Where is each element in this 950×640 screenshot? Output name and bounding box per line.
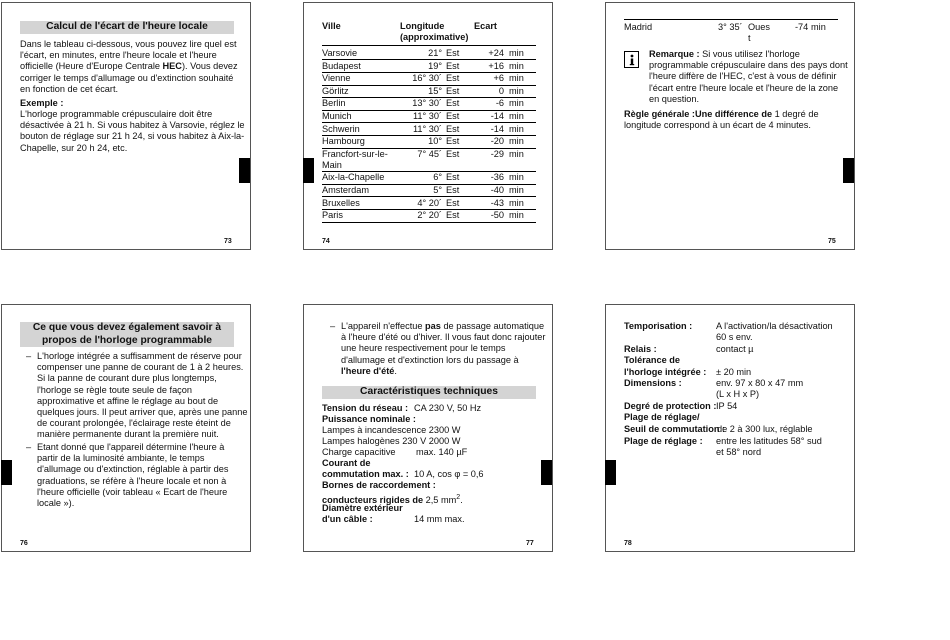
- cell-ecart: -74: [795, 22, 809, 32]
- bullet-line: une heure respectivement pour le temps: [341, 343, 506, 354]
- spec-label: Temporisation :: [624, 321, 693, 331]
- spec-row: [624, 378, 804, 400]
- cell-city: Hambourg: [322, 136, 365, 147]
- cell-city: Munich: [322, 111, 352, 121]
- cell-unit: min: [509, 98, 524, 109]
- cell-direction: Est: [446, 85, 460, 96]
- cell-city: Budapest: [322, 60, 361, 71]
- spec-value: Lampes à incandescence 2300 W: [322, 425, 461, 435]
- page-title: [20, 322, 234, 347]
- page-edge-tab: [239, 158, 250, 183]
- table-row: [322, 111, 536, 122]
- bullet-line: l'horloge se règle toute seule de façon: [37, 384, 192, 395]
- table-row: [322, 48, 536, 59]
- cell-ecart: -14: [490, 123, 504, 134]
- cell-longitude: 19°: [428, 60, 442, 71]
- title-line: propos de l'horloge programmable: [41, 334, 213, 346]
- page-number: 78: [624, 540, 632, 547]
- spec-label: Dimensions :: [624, 378, 682, 389]
- cell-direction-wrap: t: [748, 33, 751, 43]
- cell-unit: min: [509, 172, 524, 183]
- cell-longitude: 16° 30´: [412, 73, 442, 84]
- spec-label: d'un câble :: [322, 514, 373, 524]
- bullet-line: d'allumage et d'extinction lors du passage à: [341, 354, 519, 365]
- bullet-line: approximative et affine le réglage au bout de: [37, 395, 219, 406]
- page-edge-tab: [541, 460, 552, 485]
- page-number: 76: [20, 540, 28, 547]
- table-row: [322, 73, 536, 84]
- cell-unit: min: [509, 73, 524, 84]
- cell-direction: Est: [446, 48, 460, 58]
- cell-longitude: 3° 35´: [718, 22, 743, 32]
- example-line: désactivée à 21 h. Si vous habitez à Varsovie, réglez le: [20, 120, 245, 131]
- cell-ecart: 0: [498, 85, 504, 96]
- cell-city: Francfort-sur-le-: [322, 148, 388, 159]
- bullet-dash: –: [26, 351, 32, 361]
- page-edge-tab: [843, 158, 854, 183]
- bullet-line: d'allumage ou d'extinction, réglable à partir des: [37, 464, 229, 475]
- spec-value: CA 230 V, 50 Hz: [414, 403, 482, 413]
- spec-value: de 2 à 300 lux, réglable: [717, 424, 813, 434]
- bullet-text: [26, 442, 248, 509]
- rule-line: [624, 109, 852, 120]
- info-icon: [624, 51, 639, 68]
- hec-abbrev: HEC: [162, 61, 182, 72]
- bullet-line: à l'heure d'été ou d'hiver. Il vous faut donc rajouter: [341, 332, 546, 343]
- table-row: [322, 149, 536, 171]
- spec-value: et 58° nord: [716, 446, 762, 457]
- page-76: [1, 304, 251, 552]
- spec-row: [322, 447, 468, 458]
- bullet-line: manière permanente durant la première nuit.: [37, 429, 219, 440]
- cell-unit: min: [509, 85, 524, 96]
- spec-label: Tolérance de: [624, 355, 680, 366]
- cell-unit: min: [509, 123, 524, 134]
- spec-label: Degré de protection :: [624, 400, 717, 411]
- list-item: [26, 442, 248, 509]
- spec-value: .: [460, 495, 463, 506]
- spec-row: [322, 469, 484, 480]
- cell-ecart: -20: [490, 136, 504, 147]
- example-line: bouton de réglage sur 21 h 24, si vous habitez à Aix-la-: [20, 131, 245, 142]
- spec-row: [624, 424, 813, 435]
- intro-paragraph: [20, 39, 245, 95]
- cell-unit: min: [509, 210, 524, 221]
- intro-line: [20, 61, 245, 72]
- header-city: Ville: [322, 21, 341, 31]
- cell-city: Varsovie: [322, 48, 358, 58]
- spec-value: Lampes halogènes 230 V 2000 W: [322, 436, 461, 446]
- row-rule: [322, 222, 536, 223]
- table-row: [322, 98, 536, 109]
- spec-value: (L x H x P): [716, 389, 760, 400]
- list-item: [330, 321, 550, 377]
- table-row: [322, 210, 536, 221]
- cell-longitude: 6°: [433, 172, 442, 183]
- cell-ecart: -50: [490, 210, 504, 221]
- spec-label: Puissance nominale :: [322, 414, 416, 424]
- table-row: [322, 124, 536, 135]
- bullet-line: de courant prolongée, l'éclairage reste éteint de: [37, 418, 231, 429]
- table-row: [624, 22, 838, 44]
- spec-row: [624, 435, 822, 457]
- cell-city-wrap: Main: [322, 159, 342, 170]
- header-longitude: Longitude: [400, 21, 445, 31]
- intro-line: l'écart, en minutes, entre l'heure locale et l'heure: [20, 50, 217, 61]
- page-title: Calcul de l'écart de l'heure locale: [20, 21, 234, 34]
- cell-longitude: 2° 20´: [417, 210, 442, 221]
- spec-value: 10 A, cos φ = 0,6: [414, 469, 484, 479]
- cell-ecart: -40: [490, 185, 504, 195]
- page-edge-tab: [605, 460, 616, 485]
- bullet-line: l'heure officielle (voir tableau « Ecart de l'heure: [37, 486, 228, 497]
- cell-city: Schwerin: [322, 123, 360, 134]
- spec-row: [624, 343, 754, 355]
- bullet-text: [26, 351, 248, 441]
- spec-label: Relais :: [624, 343, 657, 354]
- spec-row: [624, 366, 752, 378]
- spec-row: [322, 514, 465, 525]
- cell-unit: min: [509, 148, 524, 159]
- table-row: [322, 61, 536, 72]
- page-74: [303, 2, 553, 250]
- cell-city: Görlitz: [322, 85, 349, 96]
- spec-value: 60 s env.: [716, 332, 753, 342]
- bullet-line: locale »).: [37, 498, 75, 509]
- cell-direction: Oues: [748, 22, 770, 32]
- page-number: 73: [224, 238, 232, 245]
- example-line: L'horloge programmable crépusculaire doit être: [20, 109, 213, 119]
- example-title: Exemple :: [20, 98, 64, 108]
- page-edge-tab: [303, 158, 314, 183]
- spec-label: Plage de réglage/: [624, 412, 700, 423]
- cell-direction: Est: [446, 60, 460, 71]
- bullet-line: partir de la luminosité ambiante, le temps: [37, 453, 205, 464]
- bullet-segment: de passage automatique: [440, 321, 545, 331]
- table-row: [322, 185, 536, 196]
- cell-ecart: +24: [488, 48, 504, 58]
- cell-direction: Est: [446, 73, 460, 84]
- spec-value: ± 20 min: [716, 366, 752, 377]
- spec-label: Courant de: [322, 458, 371, 468]
- bullet-emphasis: pas: [425, 321, 441, 331]
- intro-line: Dans le tableau ci-dessous, vous pouvez lire quel est: [20, 39, 237, 49]
- spec-label: Tension du réseau :: [322, 403, 409, 413]
- bullet-dash: –: [26, 442, 32, 452]
- cell-longitude: 11° 30´: [412, 123, 442, 134]
- cell-direction: Est: [446, 197, 460, 208]
- bullet-segment: .: [394, 365, 397, 376]
- rule-line: longitude correspond à un écart de 4 minutes.: [624, 120, 811, 131]
- spec-row: [322, 403, 482, 414]
- spec-value: A l'activation/la désactivation: [716, 321, 833, 331]
- example-line: Chapelle, sur 20 h 24, etc.: [20, 142, 128, 153]
- cell-ecart: -14: [490, 111, 504, 121]
- spec-superscript: 2: [456, 494, 461, 501]
- spec-label: Diamètre extérieur: [322, 503, 403, 513]
- cell-longitude: 15°: [428, 85, 442, 96]
- spec-label: Charge capacitive: [322, 447, 396, 457]
- remark-line: en question.: [649, 93, 700, 104]
- table-row: [322, 86, 536, 97]
- cell-longitude: 13° 30´: [412, 98, 442, 109]
- spec-value: entre les latitudes 58° sud: [716, 435, 822, 446]
- spec-value: IP 54: [716, 400, 738, 411]
- intro-line: corriger le temps d'allumage ou d'extinction souhaité: [20, 72, 234, 83]
- cell-unit: min: [509, 185, 524, 195]
- remark-title: Remarque :: [649, 49, 700, 59]
- cell-longitude: 7° 45´: [417, 148, 442, 159]
- intro-text: ). Vous devez: [181, 61, 238, 72]
- header-rule: [322, 45, 536, 46]
- spec-row: [624, 355, 680, 366]
- spec-row: [624, 321, 833, 342]
- cell-ecart: -29: [490, 148, 504, 159]
- spec-label: Plage de réglage :: [624, 435, 703, 446]
- cell-city: Madrid: [624, 22, 653, 32]
- example-paragraph: [20, 109, 248, 154]
- bullet-line: compenser une panne de courant de 1 à 2 heures.: [37, 362, 244, 373]
- table-header: [322, 21, 536, 45]
- rule-title: Règle générale :Une différence de: [624, 109, 773, 119]
- cell-city: Paris: [322, 210, 343, 221]
- cell-unit: min: [509, 136, 524, 147]
- spec-label: conducteurs rigides de: [322, 495, 424, 506]
- table-rule: [624, 19, 838, 20]
- remark-paragraph: [649, 49, 849, 105]
- bullet-line: L'horloge intégrée a suffisamment de réserve pour: [37, 351, 242, 361]
- cell-direction: Est: [446, 136, 460, 147]
- page-number: 77: [526, 540, 534, 547]
- page-edge-tab: [1, 460, 12, 485]
- table-row: [322, 172, 536, 183]
- remark-line: l'heure diffère de l'HEC, c'est à vous de définir: [649, 71, 837, 82]
- section-title: Caractéristiques techniques: [322, 386, 536, 399]
- bullet-line: [341, 321, 550, 332]
- bullet-text: [330, 321, 550, 377]
- spec-row: [624, 412, 700, 423]
- cell-city: Bruxelles: [322, 197, 360, 208]
- bullet-line: [341, 366, 550, 377]
- spec-value: 2,5 mm: [423, 495, 457, 506]
- cell-longitude: 21°: [428, 48, 442, 58]
- page-75: [605, 2, 855, 250]
- bullet-line: quelques jours. Il peut arriver que, après une panne: [37, 407, 248, 418]
- cell-longitude: 5°: [433, 185, 442, 195]
- remark-line: l'écart entre l'heure locale et l'heure de la zone: [649, 82, 839, 93]
- page-78: [605, 304, 855, 552]
- cell-ecart: -6: [495, 98, 504, 109]
- bullet-segment: L'appareil n'effectue: [341, 321, 426, 331]
- table-row: [322, 198, 536, 209]
- cell-direction: Est: [446, 148, 460, 159]
- cell-unit: min: [509, 60, 524, 71]
- page-77: [303, 304, 553, 552]
- page-number: 75: [828, 238, 836, 245]
- cell-ecart: +6: [493, 73, 504, 84]
- bullet-line: Etant donné que l'appareil détermine l'heure à: [37, 442, 225, 452]
- spec-value: env. 97 x 80 x 47 mm: [716, 378, 804, 389]
- spec-label: l'horloge intégrée :: [624, 366, 707, 377]
- spec-label: Bornes de raccordement :: [322, 480, 436, 490]
- cell-ecart: -43: [490, 197, 504, 208]
- cell-city: Amsterdam: [322, 185, 369, 195]
- cell-unit: min: [811, 22, 826, 32]
- intro-text: officielle (Heure d'Europe Centrale: [20, 61, 163, 72]
- cell-city: Vienne: [322, 73, 351, 84]
- cell-longitude: 10°: [428, 136, 442, 147]
- spec-value: 14 mm max.: [414, 514, 465, 524]
- cell-city: Aix-la-Chapelle: [322, 172, 385, 183]
- list-item: [26, 351, 248, 441]
- header-ecart: Ecart: [474, 21, 497, 31]
- cell-direction: Est: [446, 172, 460, 183]
- spec-value: contact µ: [716, 343, 754, 354]
- cell-direction: Est: [446, 185, 460, 195]
- table-row: [322, 136, 536, 147]
- cell-unit: min: [509, 111, 524, 121]
- cell-unit: min: [509, 197, 524, 208]
- bullet-line: graduations, se réfère à l'heure locale et non à: [37, 475, 227, 486]
- cell-ecart: +16: [488, 60, 504, 71]
- cell-city: Berlin: [322, 98, 346, 109]
- bullet-line: Si la panne de courant dure plus longtemps,: [37, 373, 217, 384]
- page-73: [1, 2, 251, 250]
- remark-text: Si vous utilisez l'horloge: [699, 49, 800, 59]
- cell-direction: Est: [446, 98, 460, 109]
- spec-label: Seuil de commutation :: [624, 424, 726, 434]
- cell-direction: Est: [446, 123, 460, 134]
- cell-direction: Est: [446, 111, 460, 121]
- cell-ecart: -36: [490, 172, 504, 183]
- cell-longitude: 11° 30´: [412, 111, 442, 121]
- page-number: 74: [322, 238, 330, 245]
- spec-row: [624, 400, 738, 412]
- header-longitude-sub: (approximative): [400, 32, 469, 42]
- spec-value: max. 140 µF: [416, 447, 468, 457]
- title-line: Ce que vous devez également savoir à: [32, 322, 222, 333]
- rule-text: 1 degré de: [772, 109, 819, 119]
- cell-longitude: 4° 20´: [417, 197, 442, 208]
- intro-line: en fonction de cet écart.: [20, 83, 119, 94]
- rule-paragraph: [624, 109, 852, 131]
- remark-line: programmable crépusculaire dans des pays dont: [649, 60, 848, 71]
- spec-label: commutation max. :: [322, 469, 409, 479]
- remark-line: [649, 49, 849, 60]
- bullet-emphasis: l'heure d'été: [341, 365, 395, 376]
- bullet-dash: –: [330, 321, 336, 331]
- cell-direction: Est: [446, 210, 460, 221]
- cell-unit: min: [509, 48, 524, 58]
